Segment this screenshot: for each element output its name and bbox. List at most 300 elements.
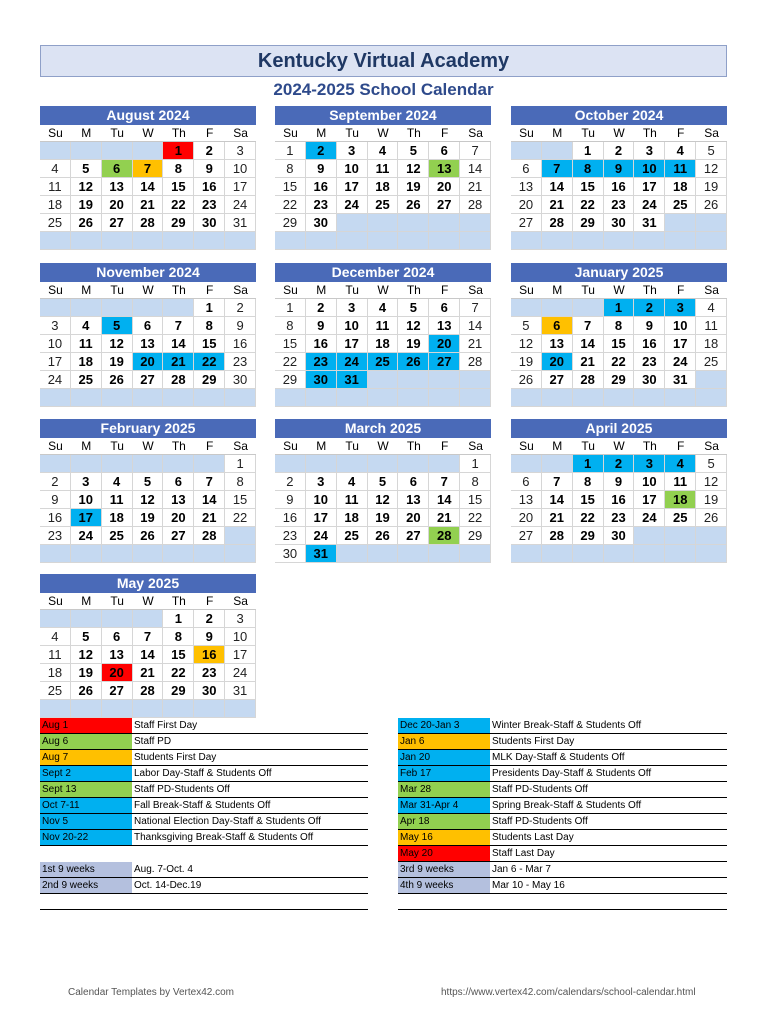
empty-cell [634, 545, 665, 563]
empty-cell [163, 389, 194, 407]
legend-code: Sept 13 [40, 782, 132, 797]
day-cell: 20 [398, 509, 429, 527]
day-cell: 1 [460, 455, 491, 473]
legend-description [132, 846, 368, 862]
day-cell: 15 [604, 335, 635, 353]
day-cell: 13 [429, 317, 460, 335]
legend-code: Aug 6 [40, 734, 132, 749]
day-cell: 9 [634, 317, 665, 335]
day-cell: 8 [604, 317, 635, 335]
day-cell: 8 [460, 473, 491, 491]
day-cell: 13 [102, 646, 133, 664]
empty-cell [696, 232, 727, 250]
day-cell: 26 [696, 196, 727, 214]
day-cell: 9 [194, 160, 225, 178]
weekday-header: M [71, 593, 102, 610]
legend-left [40, 718, 368, 910]
day-cell: 11 [368, 160, 399, 178]
day-cell: 16 [604, 178, 635, 196]
day-cell: 27 [511, 527, 542, 545]
weekday-header: F [665, 125, 696, 142]
day-cell: 2 [306, 299, 337, 317]
weekday-header: Th [398, 438, 429, 455]
empty-cell [40, 299, 71, 317]
legend-description: Oct. 14-Dec.19 [134, 880, 202, 891]
legend-description: MLK Day-Staff & Students Off [492, 752, 625, 763]
day-cell: 21 [460, 335, 491, 353]
weekday-header: W [368, 125, 399, 142]
day-cell: 5 [71, 160, 102, 178]
day-cell: 1 [225, 455, 256, 473]
empty-cell [225, 232, 256, 250]
day-cell: 17 [40, 353, 71, 371]
day-cell: 24 [306, 527, 337, 545]
day-cell: 18 [40, 196, 71, 214]
day-cell: 22 [163, 664, 194, 682]
empty-cell [71, 299, 102, 317]
month-5 [275, 263, 491, 407]
legend-row [40, 814, 368, 830]
day-cell: 15 [275, 178, 306, 196]
day-cell: 17 [337, 335, 368, 353]
day-cell: 31 [665, 371, 696, 389]
empty-cell [604, 389, 635, 407]
day-cell: 7 [542, 160, 573, 178]
legend-description: Mar 10 - May 16 [492, 880, 565, 891]
day-cell: 10 [71, 491, 102, 509]
legend-row [398, 846, 727, 862]
empty-cell [71, 610, 102, 628]
empty-cell [634, 389, 665, 407]
day-cell: 22 [573, 196, 604, 214]
day-cell: 25 [696, 353, 727, 371]
day-cell: 7 [542, 473, 573, 491]
empty-cell [542, 455, 573, 473]
weekday-header: Th [634, 438, 665, 455]
month-title: January 2025 [511, 263, 727, 282]
legend-row [398, 718, 727, 734]
day-cell: 26 [511, 371, 542, 389]
day-cell: 14 [194, 491, 225, 509]
day-cell: 29 [163, 214, 194, 232]
empty-cell [71, 389, 102, 407]
day-cell: 21 [460, 178, 491, 196]
month-10 [40, 574, 256, 718]
legend-code: Sept 2 [40, 766, 132, 781]
day-cell: 30 [634, 371, 665, 389]
day-cell: 25 [337, 527, 368, 545]
empty-cell [40, 700, 71, 718]
legend-code: Oct 7-11 [40, 798, 132, 813]
legend-code: May 20 [398, 846, 490, 861]
weekday-header: Th [634, 125, 665, 142]
day-cell: 14 [542, 491, 573, 509]
day-cell: 7 [133, 160, 164, 178]
day-cell: 21 [542, 509, 573, 527]
day-cell: 2 [194, 610, 225, 628]
day-cell: 28 [429, 527, 460, 545]
weekday-header: Th [634, 282, 665, 299]
day-cell: 27 [542, 371, 573, 389]
empty-cell [337, 455, 368, 473]
month-grid [40, 593, 256, 718]
empty-cell [133, 142, 164, 160]
day-cell: 13 [429, 160, 460, 178]
legend-code: Jan 20 [398, 750, 490, 765]
weekday-header: F [429, 438, 460, 455]
day-cell: 1 [275, 142, 306, 160]
empty-cell [542, 545, 573, 563]
empty-cell [102, 389, 133, 407]
day-cell: 21 [573, 353, 604, 371]
empty-cell [102, 700, 133, 718]
day-cell: 5 [398, 299, 429, 317]
empty-cell [368, 371, 399, 389]
empty-cell [40, 545, 71, 563]
day-cell: 24 [337, 196, 368, 214]
day-cell: 12 [696, 473, 727, 491]
weekday-header: Su [40, 438, 71, 455]
empty-cell [40, 610, 71, 628]
empty-cell [460, 371, 491, 389]
legend-row [40, 734, 368, 750]
day-cell: 19 [696, 178, 727, 196]
day-cell: 22 [194, 353, 225, 371]
day-cell: 24 [634, 196, 665, 214]
legend-description: Jan 6 - Mar 7 [492, 864, 551, 875]
day-cell: 22 [275, 353, 306, 371]
weekday-header: Th [163, 282, 194, 299]
empty-cell [133, 232, 164, 250]
weekday-header: F [429, 125, 460, 142]
day-cell: 21 [542, 196, 573, 214]
empty-cell [398, 371, 429, 389]
day-cell: 3 [225, 142, 256, 160]
legend-row [398, 894, 727, 910]
month-title: December 2024 [275, 263, 491, 282]
day-cell: 18 [71, 353, 102, 371]
day-cell: 24 [665, 353, 696, 371]
weekday-header: F [665, 282, 696, 299]
legend-row [398, 878, 727, 894]
legend-code: 2nd 9 weeks [40, 878, 132, 893]
day-cell: 28 [542, 527, 573, 545]
empty-cell [665, 232, 696, 250]
calendar-title: Kentucky Virtual Academy [40, 45, 727, 77]
weekday-header: Su [40, 125, 71, 142]
month-title: May 2025 [40, 574, 256, 593]
day-cell: 2 [194, 142, 225, 160]
day-cell: 16 [40, 509, 71, 527]
day-cell: 7 [163, 317, 194, 335]
day-cell: 2 [604, 142, 635, 160]
empty-cell [133, 455, 164, 473]
day-cell: 10 [225, 160, 256, 178]
day-cell: 16 [604, 491, 635, 509]
month-9 [511, 419, 727, 563]
day-cell: 26 [133, 527, 164, 545]
weekday-header: W [133, 282, 164, 299]
empty-cell [665, 214, 696, 232]
day-cell: 30 [194, 214, 225, 232]
weekday-header: M [71, 438, 102, 455]
footer-right[interactable]: https://www.vertex42.com/calendars/school-calendar.html [441, 987, 696, 998]
day-cell: 24 [225, 664, 256, 682]
empty-cell [133, 700, 164, 718]
weekday-header: Su [40, 593, 71, 610]
month-grid [511, 438, 727, 563]
day-cell: 12 [71, 178, 102, 196]
empty-cell [306, 389, 337, 407]
day-cell: 2 [40, 473, 71, 491]
empty-cell [102, 610, 133, 628]
legend-code: 3rd 9 weeks [398, 862, 490, 877]
day-cell: 30 [225, 371, 256, 389]
legend-description [132, 894, 368, 910]
empty-cell [133, 299, 164, 317]
weekday-header: M [306, 125, 337, 142]
empty-cell [429, 371, 460, 389]
day-cell: 3 [634, 142, 665, 160]
legend-code: Mar 31-Apr 4 [398, 798, 490, 813]
empty-cell [163, 232, 194, 250]
day-cell: 5 [696, 455, 727, 473]
empty-cell [133, 545, 164, 563]
day-cell: 6 [429, 142, 460, 160]
legend-row [398, 766, 727, 782]
weekday-header: Th [398, 282, 429, 299]
legend-description: Staff First Day [134, 720, 198, 731]
day-cell: 1 [163, 142, 194, 160]
empty-cell [573, 232, 604, 250]
day-cell: 23 [604, 509, 635, 527]
day-cell: 18 [337, 509, 368, 527]
empty-cell [133, 389, 164, 407]
weekday-header: Tu [102, 125, 133, 142]
legend-code: Aug 7 [40, 750, 132, 765]
day-cell: 31 [225, 682, 256, 700]
day-cell: 18 [665, 178, 696, 196]
day-cell: 17 [225, 646, 256, 664]
day-cell: 25 [40, 214, 71, 232]
day-cell: 19 [398, 178, 429, 196]
empty-cell [542, 389, 573, 407]
day-cell: 22 [573, 509, 604, 527]
empty-cell [194, 455, 225, 473]
day-cell: 17 [71, 509, 102, 527]
day-cell: 3 [306, 473, 337, 491]
month-8 [275, 419, 491, 563]
day-cell: 17 [634, 178, 665, 196]
day-cell: 9 [194, 628, 225, 646]
day-cell: 13 [398, 491, 429, 509]
day-cell: 6 [163, 473, 194, 491]
day-cell: 20 [102, 664, 133, 682]
month-2 [275, 106, 491, 250]
weekday-header: M [71, 125, 102, 142]
day-cell: 29 [604, 371, 635, 389]
legend-description: Labor Day-Staff & Students Off [134, 768, 272, 779]
legend-code [40, 846, 132, 862]
legend-description: Staff Last Day [492, 848, 555, 859]
day-cell: 23 [225, 353, 256, 371]
month-6 [511, 263, 727, 407]
day-cell: 22 [275, 196, 306, 214]
day-cell: 22 [604, 353, 635, 371]
day-cell: 20 [542, 353, 573, 371]
day-cell: 16 [306, 178, 337, 196]
day-cell: 23 [194, 664, 225, 682]
day-cell: 16 [634, 335, 665, 353]
day-cell: 17 [337, 178, 368, 196]
weekday-header: F [194, 593, 225, 610]
empty-cell [275, 232, 306, 250]
empty-cell [71, 142, 102, 160]
day-cell: 3 [634, 455, 665, 473]
empty-cell [225, 389, 256, 407]
day-cell: 27 [102, 214, 133, 232]
day-cell: 10 [306, 491, 337, 509]
empty-cell [40, 389, 71, 407]
day-cell: 5 [133, 473, 164, 491]
empty-cell [665, 389, 696, 407]
empty-cell [71, 545, 102, 563]
empty-cell [542, 232, 573, 250]
empty-cell [542, 299, 573, 317]
empty-cell [102, 455, 133, 473]
month-1 [40, 106, 256, 250]
day-cell: 28 [133, 682, 164, 700]
legend-code [40, 894, 132, 910]
weekday-header: Su [511, 125, 542, 142]
legend-description: Fall Break-Staff & Students Off [134, 800, 271, 811]
day-cell: 20 [163, 509, 194, 527]
day-cell: 20 [511, 509, 542, 527]
empty-cell [634, 232, 665, 250]
day-cell: 12 [71, 646, 102, 664]
day-cell: 12 [398, 317, 429, 335]
day-cell: 21 [429, 509, 460, 527]
legend-row [398, 798, 727, 814]
empty-cell [696, 214, 727, 232]
day-cell: 21 [133, 664, 164, 682]
day-cell: 24 [337, 353, 368, 371]
day-cell: 14 [542, 178, 573, 196]
legend-row [398, 862, 727, 878]
legend-description: Staff PD-Students Off [492, 816, 588, 827]
day-cell: 30 [604, 527, 635, 545]
month-grid [40, 282, 256, 407]
weekday-header: Tu [573, 282, 604, 299]
calendar-subtitle: 2024-2025 School Calendar [273, 80, 494, 99]
empty-cell [40, 142, 71, 160]
day-cell: 30 [194, 682, 225, 700]
empty-cell [368, 545, 399, 563]
weekday-header: M [71, 282, 102, 299]
legend-code: Dec 20-Jan 3 [398, 718, 490, 733]
day-cell: 10 [337, 160, 368, 178]
month-7 [40, 419, 256, 563]
day-cell: 4 [102, 473, 133, 491]
day-cell: 27 [429, 196, 460, 214]
empty-cell [40, 232, 71, 250]
day-cell: 11 [665, 473, 696, 491]
empty-cell [429, 455, 460, 473]
day-cell: 12 [368, 491, 399, 509]
day-cell: 19 [696, 491, 727, 509]
legend-row [40, 846, 368, 862]
day-cell: 4 [71, 317, 102, 335]
day-cell: 11 [665, 160, 696, 178]
legend-row [398, 782, 727, 798]
day-cell: 15 [573, 178, 604, 196]
day-cell: 9 [604, 473, 635, 491]
day-cell: 21 [163, 353, 194, 371]
empty-cell [368, 232, 399, 250]
legend-row [40, 894, 368, 910]
day-cell: 7 [460, 299, 491, 317]
day-cell: 26 [398, 196, 429, 214]
legend-code: Jan 6 [398, 734, 490, 749]
legend-code: 4th 9 weeks [398, 878, 490, 893]
footer-left[interactable]: Calendar Templates by Vertex42.com [68, 987, 235, 998]
day-cell: 23 [306, 196, 337, 214]
day-cell: 31 [634, 214, 665, 232]
empty-cell [429, 214, 460, 232]
empty-cell [573, 389, 604, 407]
day-cell: 31 [306, 545, 337, 563]
month-grid [275, 125, 491, 250]
legend-code: May 16 [398, 830, 490, 845]
day-cell: 14 [163, 335, 194, 353]
empty-cell [696, 545, 727, 563]
empty-cell [225, 545, 256, 563]
day-cell: 27 [102, 682, 133, 700]
day-cell: 11 [40, 646, 71, 664]
empty-cell [460, 214, 491, 232]
weekday-header: W [604, 125, 635, 142]
day-cell: 13 [511, 491, 542, 509]
weekday-header: M [542, 282, 573, 299]
day-cell: 22 [225, 509, 256, 527]
legend-row [40, 782, 368, 798]
day-cell: 23 [306, 353, 337, 371]
day-cell: 20 [429, 335, 460, 353]
empty-cell [194, 545, 225, 563]
day-cell: 30 [604, 214, 635, 232]
day-cell: 24 [225, 196, 256, 214]
day-cell: 13 [163, 491, 194, 509]
weekday-header: Su [275, 282, 306, 299]
weekday-header: W [368, 438, 399, 455]
empty-cell [337, 389, 368, 407]
day-cell: 18 [665, 491, 696, 509]
month-title: October 2024 [511, 106, 727, 125]
day-cell: 18 [696, 335, 727, 353]
day-cell: 24 [71, 527, 102, 545]
day-cell: 19 [71, 196, 102, 214]
month-4 [40, 263, 256, 407]
day-cell: 1 [275, 299, 306, 317]
weekday-header: Th [163, 125, 194, 142]
weekday-header: Su [40, 282, 71, 299]
day-cell: 29 [275, 214, 306, 232]
day-cell: 19 [71, 664, 102, 682]
day-cell: 26 [368, 527, 399, 545]
day-cell: 14 [460, 317, 491, 335]
day-cell: 27 [163, 527, 194, 545]
legend-row [40, 718, 368, 734]
